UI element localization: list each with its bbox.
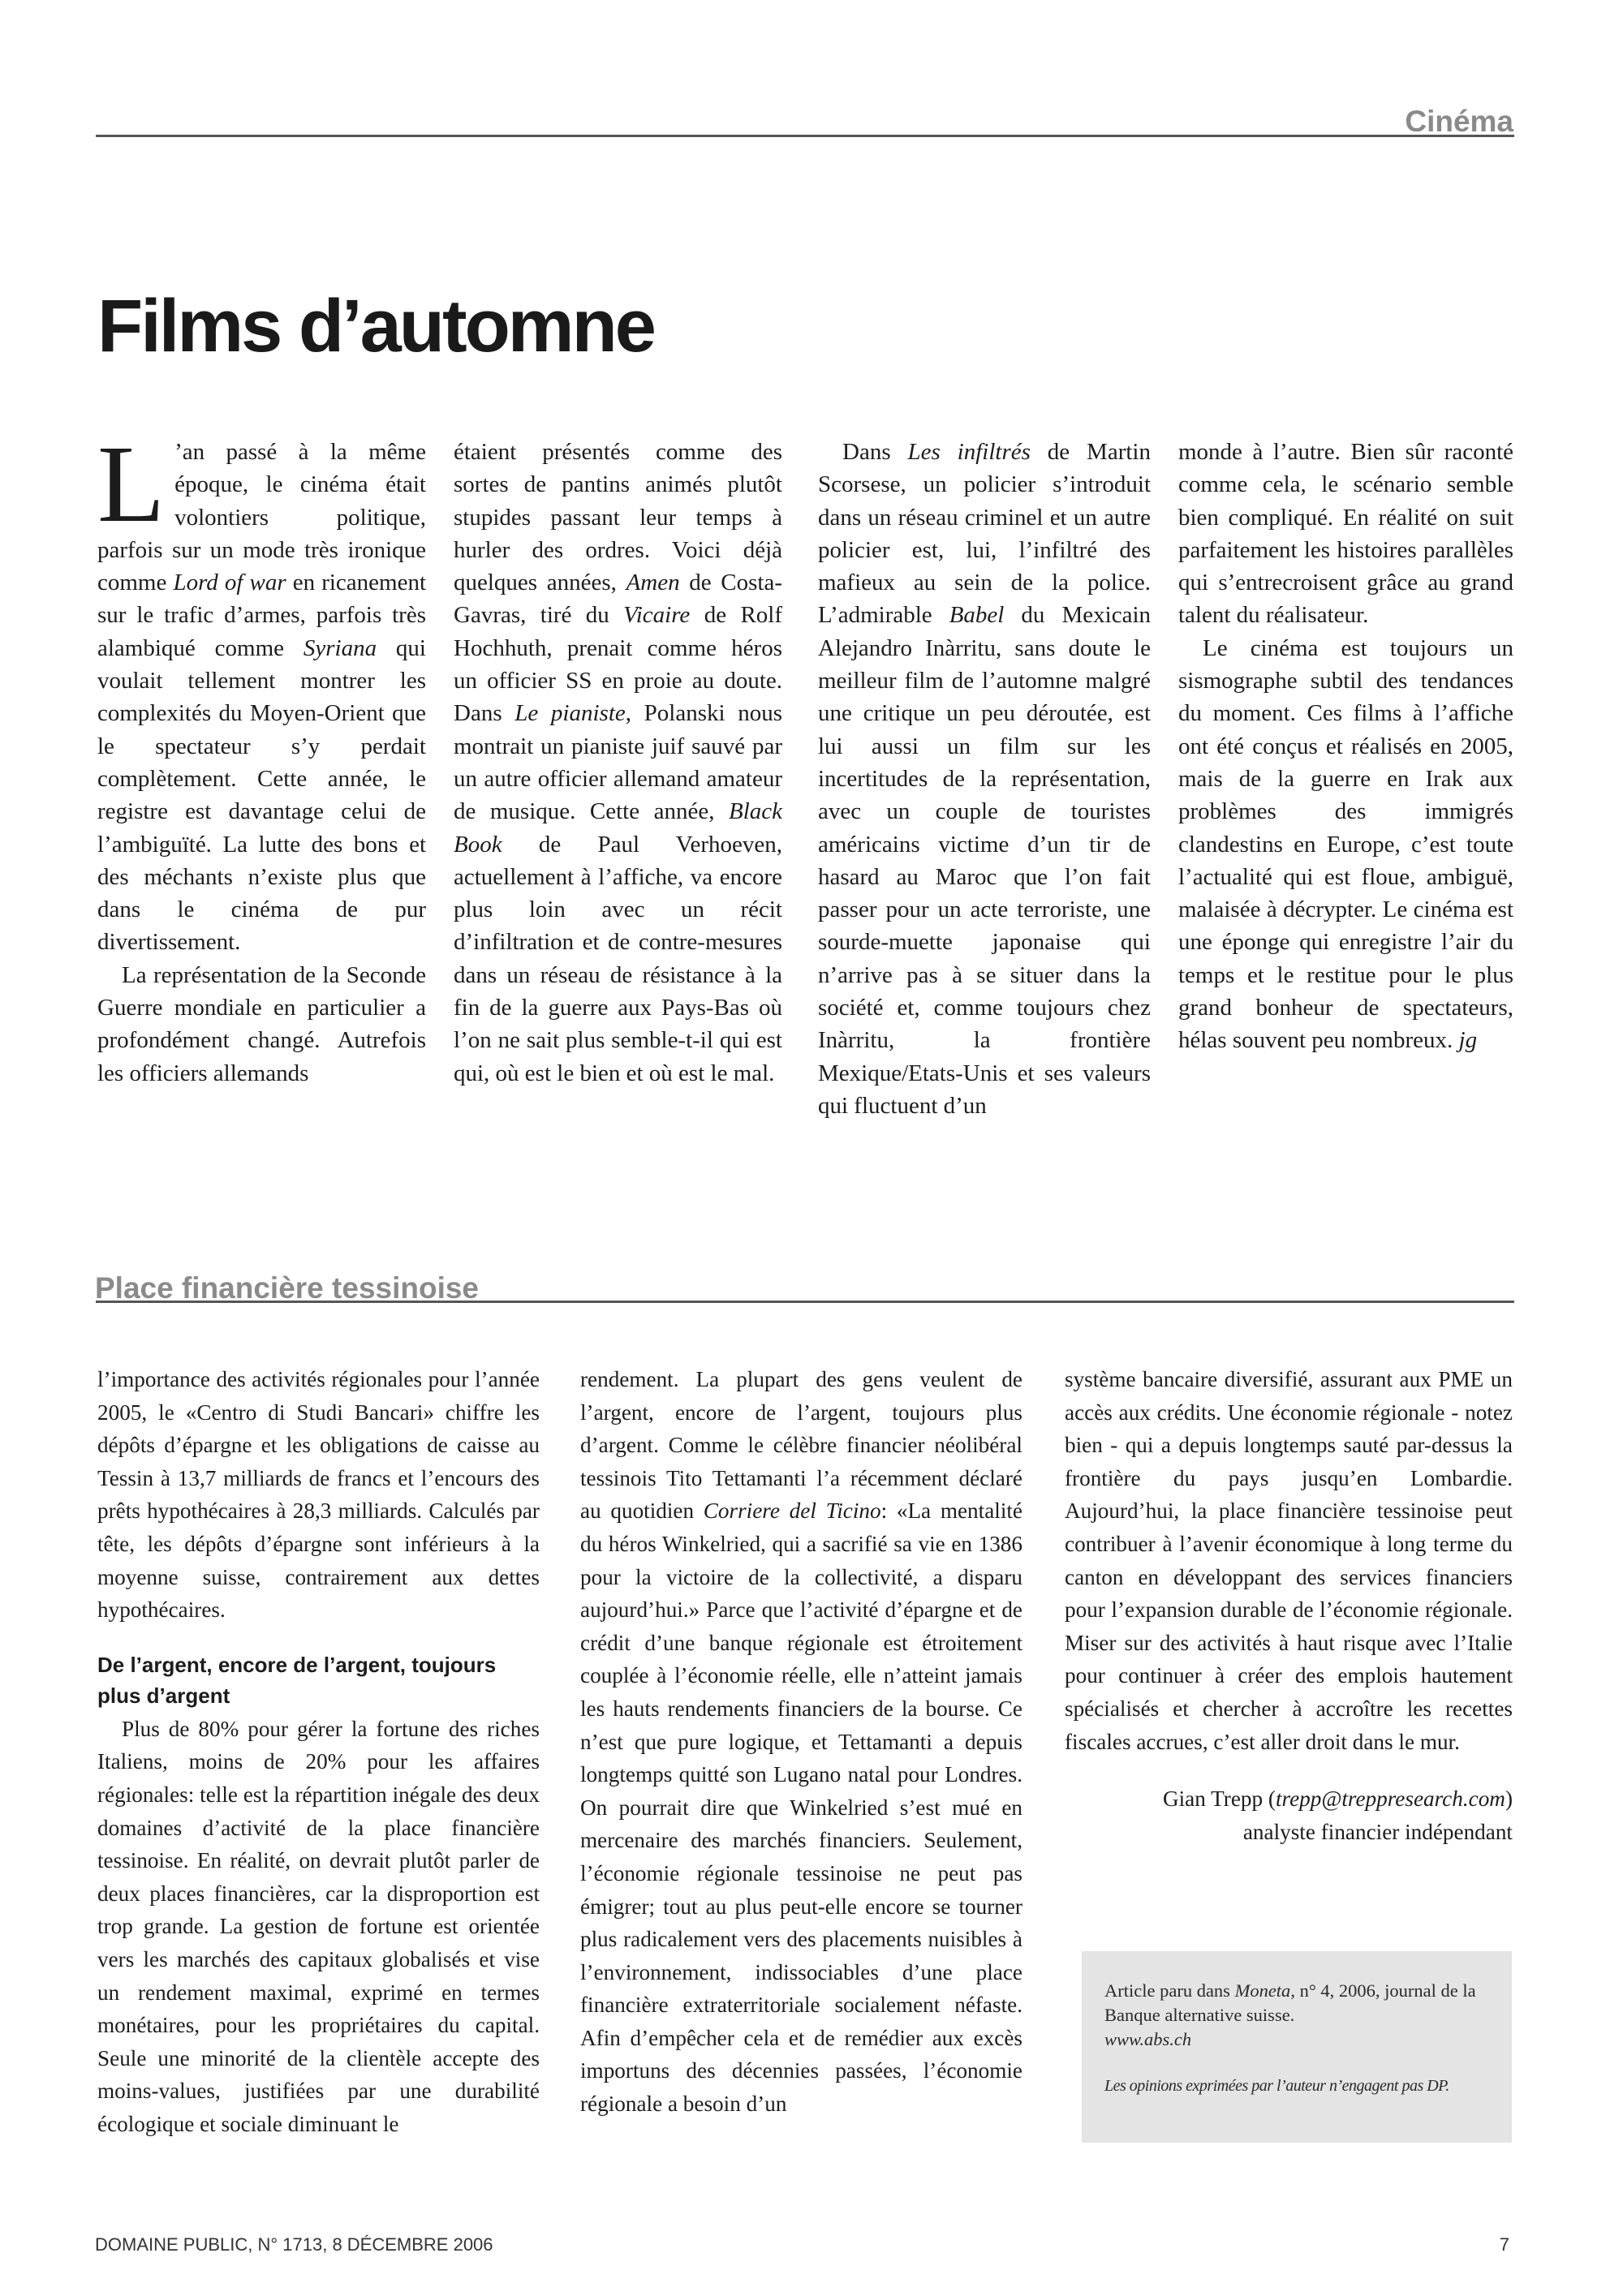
subheading: De l’argent, encore de l’argent, toujours plus d’argent — [97, 1652, 497, 1708]
paragraph: monde à l’autre. Bien sûr raconté comme cela, le scénario semble bien compliqué. En réalité on suit parfaitement les histoires parallèles qui s’entrecroisent grâce au grand talent du réalisateur. — [1178, 439, 1513, 629]
note-prefix: Article paru dans — [1104, 1980, 1235, 2001]
film-column-1 — [97, 424, 427, 1133]
section-label-finance: Place financière tessinoise — [95, 1271, 480, 1305]
author-role: analyste financier indépendant — [1242, 1819, 1513, 1844]
paragraph: La représentation de la Seconde Guerre mondiale en particulier a profondément changé. Autrefois les officiers allemands — [97, 961, 426, 1086]
paragraph: Le cinéma est toujours un sismographe subtil des tendances du moment. Ces films à l’affiche ont été conçus et réalisés en 2005, mais de la guerre en Irak aux problèmes des immigrés clandestins en Europe, c’est toute l’actualité qui est floue, ambiguë, malaisée à décrypter. Le cinéma est une éponge qui enregistre l’air du temps et le restitue pour le plus grand bonheur de spectateurs, hélas souvent peu nombreux. jg — [1178, 634, 1513, 1054]
paragraph: Plus de 80% pour gérer la fortune des riches Italiens, moins de 20% pour les affaires régionales: telle est la répartition inégale des deux domaines d’activité de la place financière tessinoise. En réalité, on devrait plutôt parler de deux places financières, car la disproportion est trop grande. La gestion de fortune est orientée vers les marchés des capitaux globalisés et vise un rendement maximal, exprimé en termes monétaires, pour les propriétaires du capital. Seule une minorité de la clientèle accepte des moins-values, justifiées par une durabilité écologique et sociale diminuant le — [97, 1716, 540, 2136]
film-column-4 — [1178, 436, 1513, 1133]
finance-column-2 — [580, 1363, 1022, 2121]
paragraph: rendement. La plupart des gens veulent de l’argent, encore de l’argent, toujours plus d’argent. Comme le célèbre financier néolibéral tessinois Tito Tettamanti l’a récemment déclaré au quotidien Corriere del Ticino: «La mentalité du héros Winkelried, qui a sacrifié sa vie en 1386 pour la victoire de la collectivité, a disparu aujourd’hui.» Parce que l’activité d’épargne et de crédit d’une banque régionale est étroitement couplée à l’économie réelle, elle n’atteint jamais les hauts rendements financiers de la bourse. Ce n’est que pure logique, et Tettamanti a depuis longtemps quitté son Lugano natal pour Londres. On pourrait dire que Winkelried s’est mué en mercenaire des marchés financiers. Seulement, l’économie régionale tessinoise ne peut pas émigrer; tout au plus peut-elle encore se tourner plus radicalement vers des placements nuisibles à l’environnement, indissociables d’une place financière extraterritoriale socialement néfaste. Afin d’empêcher cela et de remédier aux excès importuns des décennies passées, l’économie régionale a besoin d’un — [580, 1367, 1022, 2117]
note-url-link[interactable]: www.abs.ch — [1104, 2029, 1192, 2049]
section-label-cinema: Cinéma — [1405, 105, 1513, 138]
note-suffix: , n° 4, 2006, journal de la Banque alternative suisse. — [1104, 1980, 1476, 2025]
film-column-1-text — [97, 424, 427, 1090]
author-paren: ) — [1505, 1786, 1513, 1812]
drop-cap: L — [97, 424, 166, 545]
paragraph: étaient présentés comme des sortes de pantins animés plutôt stupides passant leur temps à hurler des ordres. Voici déjà quelques années, Amen de Costa-Gavras, tiré du Vicaire de Rolf Hochhuth, prenait comme héros un officier SS en proie au doute. Dans Le pianiste, Polanski nous montrait un pianiste juif sauvé par un autre officier allemand amateur de musique. Cette année, Black Book de Paul Verhoeven, actuellement à l’affiche, va encore plus loin avec un récit d’infiltration et de contre-mesures dans un réseau de résistance à la fin de la guerre aux Pays-Bas où l’on ne sait plus semble-t-il qui est qui, où est le bien et où est le mal. — [454, 439, 782, 1086]
film-column-3 — [818, 436, 1151, 1133]
film-column-2 — [454, 436, 782, 1133]
paragraph: système bancaire diversifié, assurant aux PME un accès aux crédits. Une économie régionale - notez bien - qui a depuis longtemps sauté par-dessus la frontière du pays jusqu’en Lombardie. Aujourd’hui, la place financière tessinoise peut contribuer à l’avenir économique à long terme du canton en développant des services financiers pour l’expansion durable de l’économie régionale. Miser sur des activités à haut risque avec l’Italie pour continuer à créer des emplois hautement spécialisés et chercher à accroître les recettes fiscales accrues, c’est aller droit dans le mur. — [1065, 1367, 1513, 1754]
finance-column-3 — [1065, 1363, 1513, 1848]
footer-page-number: 7 — [1499, 2234, 1509, 2255]
footer-publication: DOMAINE PUBLIC, N° 1713, 8 DÉCEMBRE 2006 — [95, 2234, 493, 2255]
article-title: Films d’automne — [97, 284, 654, 368]
top-section-rule — [96, 135, 1514, 137]
paragraph: ’an passé à la même époque, le cinéma était volontiers politique, parfois sur un mode très ironique comme Lord of war en ricanement sur le trafic d’armes, parfois très alambiqué comme Syriana qui voulait tellement montrer les complexités du Moyen-Orient que le spectateur s’y perdait complètement. Cette année, le registre est davantage celui de l’ambiguïté. La lutte des bons et des méchants n’existe plus que dans le cinéma de pur divertissement. — [97, 439, 427, 956]
source-note-box — [1082, 1951, 1512, 2143]
author-email[interactable]: trepp@treppresearch.com — [1275, 1786, 1505, 1812]
note-journal: Moneta — [1234, 1980, 1291, 2001]
author-signature — [1065, 1782, 1513, 1848]
author-name: Gian Trepp ( — [1162, 1786, 1276, 1812]
note-disclaimer: Les opinions exprimées par l’auteur n’engagent pas DP. — [1104, 2077, 1449, 2095]
finance-column-3-text — [1065, 1363, 1513, 1758]
paragraph: l’importance des activités régionales pour l’année 2005, le «Centro di Studi Bancari» chiffre les dépôts d’épargne et les obligations de caisse au Tessin à 13,7 milliards de francs et l’encours des prêts hypothécaires à 28,3 milliards. Calculés par tête, les dépôts d’épargne sont inférieurs à la moyenne suisse, contrairement aux dettes hypothécaires. — [97, 1367, 540, 1623]
finance-column-1 — [97, 1363, 540, 2140]
paragraph: Dans Les infiltrés de Martin Scorsese, un policier s’introduit dans un réseau criminel et un autre policier est, lui, l’infiltré des mafieux au sein de la police. L’admirable Babel du Mexicain Alejandro Inàrritu, sans doute le meilleur film de l’automne malgré une critique un peu déroutée, est lui aussi un film sur les incertitudes de la représentation, avec un couple de touristes américains victime d’un tir de hasard au Maroc que l’on fait passer pour un acte terroriste, une sourde-muette japonaise qui n’arrive pas à se situer dans la société et, comme toujours chez Inàrritu, la frontière Mexique/Etats-Unis et ses valeurs qui fluctuent d’un — [818, 439, 1152, 1119]
